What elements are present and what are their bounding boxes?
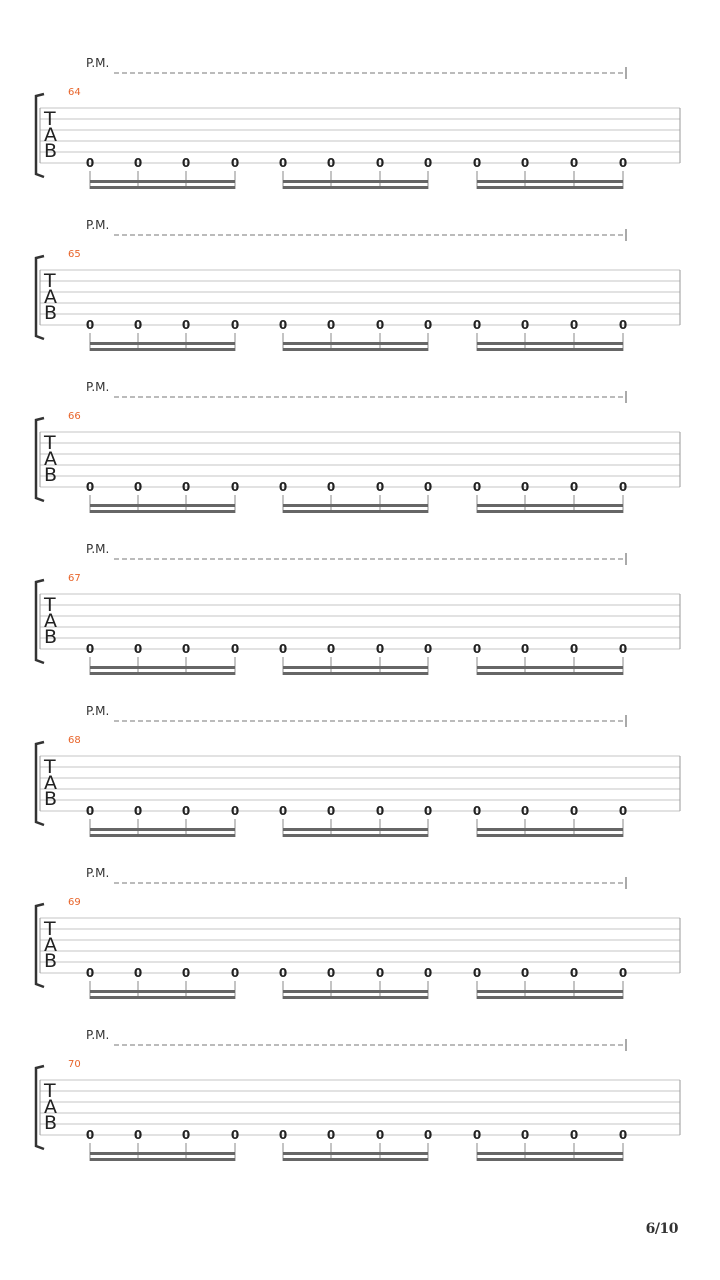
tab-system (36, 866, 680, 999)
tab-clef-letter: T (44, 432, 56, 454)
beam (477, 342, 623, 345)
fret-number: 0 (472, 642, 482, 656)
fret-number: 0 (472, 804, 482, 818)
beam (477, 1152, 623, 1155)
fret-number: 0 (520, 642, 530, 656)
beam (90, 342, 235, 345)
fret-number: 0 (85, 318, 95, 332)
beam (477, 990, 623, 993)
fret-number: 0 (181, 318, 191, 332)
tab-clef-letter: A (44, 610, 57, 632)
fret-number: 0 (375, 804, 385, 818)
tab-clef-letter: B (44, 950, 58, 972)
beam (477, 1158, 623, 1161)
beam (477, 510, 623, 513)
tab-clef-letter: B (44, 1112, 58, 1134)
fret-number: 0 (181, 1128, 191, 1142)
palm-mute-label: P.M. (86, 704, 110, 718)
tab-clef-letter: B (44, 464, 58, 486)
fret-number: 0 (569, 318, 579, 332)
beam (477, 828, 623, 831)
fret-number: 0 (326, 642, 336, 656)
fret-number: 0 (326, 966, 336, 980)
fret-number: 0 (618, 966, 628, 980)
beam (283, 672, 428, 675)
beam (477, 672, 623, 675)
fret-number: 0 (133, 156, 143, 170)
fret-number: 0 (618, 156, 628, 170)
measure-number: 65 (68, 249, 81, 260)
fret-number: 0 (618, 480, 628, 494)
fret-number: 0 (569, 804, 579, 818)
fret-number: 0 (278, 642, 288, 656)
measure-number: 69 (68, 897, 81, 908)
beam (90, 510, 235, 513)
fret-number: 0 (181, 804, 191, 818)
fret-number: 0 (278, 480, 288, 494)
fret-number: 0 (423, 804, 433, 818)
tab-clef-letter: T (44, 756, 56, 778)
tab-clef-letter: T (44, 594, 56, 616)
tab-clef-letter: A (44, 772, 57, 794)
palm-mute-label: P.M. (86, 542, 110, 556)
fret-number: 0 (520, 156, 530, 170)
tab-system (36, 704, 680, 837)
fret-number: 0 (472, 966, 482, 980)
tab-clef-letter: A (44, 448, 57, 470)
fret-number: 0 (423, 480, 433, 494)
fret-number: 0 (326, 804, 336, 818)
fret-number: 0 (230, 642, 240, 656)
fret-number: 0 (375, 642, 385, 656)
beam (283, 342, 428, 345)
beam (283, 990, 428, 993)
fret-number: 0 (375, 318, 385, 332)
beam (90, 666, 235, 669)
tab-clef-letter: B (44, 140, 58, 162)
beam (90, 828, 235, 831)
fret-number: 0 (472, 318, 482, 332)
fret-number: 0 (133, 318, 143, 332)
beam (477, 186, 623, 189)
palm-mute-label: P.M. (86, 866, 110, 880)
beam (90, 834, 235, 837)
beam (283, 1158, 428, 1161)
tab-clef-letter: T (44, 918, 56, 940)
fret-number: 0 (423, 642, 433, 656)
fret-number: 0 (278, 318, 288, 332)
fret-number: 0 (520, 966, 530, 980)
fret-number: 0 (278, 966, 288, 980)
fret-number: 0 (569, 966, 579, 980)
beam (477, 996, 623, 999)
fret-number: 0 (423, 156, 433, 170)
fret-number: 0 (326, 156, 336, 170)
fret-number: 0 (181, 156, 191, 170)
beam (283, 1152, 428, 1155)
fret-number: 0 (569, 480, 579, 494)
beam (90, 672, 235, 675)
fret-number: 0 (230, 804, 240, 818)
tab-clef-letter: A (44, 1096, 57, 1118)
fret-number: 0 (520, 804, 530, 818)
tab-clef-letter: T (44, 270, 56, 292)
measure-number: 70 (68, 1059, 81, 1070)
beam (90, 186, 235, 189)
fret-number: 0 (375, 480, 385, 494)
beam (477, 666, 623, 669)
fret-number: 0 (472, 1128, 482, 1142)
beam (90, 348, 235, 351)
tab-system (36, 56, 680, 189)
fret-number: 0 (133, 480, 143, 494)
fret-number: 0 (569, 642, 579, 656)
fret-number: 0 (230, 480, 240, 494)
palm-mute-label: P.M. (86, 218, 110, 232)
fret-number: 0 (278, 156, 288, 170)
tab-system (36, 1028, 680, 1161)
tab-system (36, 542, 680, 675)
tab-system (36, 218, 680, 351)
beam (90, 996, 235, 999)
tab-clef-letter: A (44, 934, 57, 956)
tab-clef-letter: B (44, 788, 58, 810)
fret-number: 0 (230, 966, 240, 980)
beam (283, 186, 428, 189)
tab-clef-letter: A (44, 124, 57, 146)
fret-number: 0 (472, 480, 482, 494)
beam (477, 834, 623, 837)
beam (283, 996, 428, 999)
fret-number: 0 (181, 642, 191, 656)
tab-system (36, 380, 680, 513)
beam (477, 504, 623, 507)
fret-number: 0 (423, 1128, 433, 1142)
fret-number: 0 (85, 804, 95, 818)
fret-number: 0 (230, 318, 240, 332)
fret-number: 0 (520, 318, 530, 332)
fret-number: 0 (85, 1128, 95, 1142)
fret-number: 0 (85, 966, 95, 980)
fret-number: 0 (423, 318, 433, 332)
fret-number: 0 (230, 1128, 240, 1142)
fret-number: 0 (326, 318, 336, 332)
measure-number: 66 (68, 411, 81, 422)
fret-number: 0 (133, 642, 143, 656)
fret-number: 0 (618, 804, 628, 818)
measure-number: 64 (68, 87, 81, 98)
measure-number: 67 (68, 573, 81, 584)
beam (283, 180, 428, 183)
fret-number: 0 (278, 804, 288, 818)
palm-mute-label: P.M. (86, 56, 110, 70)
fret-number: 0 (520, 1128, 530, 1142)
page-number: 6/10 (645, 1221, 678, 1237)
beam (283, 666, 428, 669)
palm-mute-label: P.M. (86, 1028, 110, 1042)
tab-clef-letter: A (44, 286, 57, 308)
fret-number: 0 (278, 1128, 288, 1142)
fret-number: 0 (618, 318, 628, 332)
beam (90, 990, 235, 993)
fret-number: 0 (133, 804, 143, 818)
fret-number: 0 (375, 156, 385, 170)
beam (283, 504, 428, 507)
beam (283, 828, 428, 831)
fret-number: 0 (618, 642, 628, 656)
fret-number: 0 (375, 1128, 385, 1142)
fret-number: 0 (569, 1128, 579, 1142)
beam (90, 504, 235, 507)
fret-number: 0 (569, 156, 579, 170)
tab-clef-letter: B (44, 626, 58, 648)
tab-clef-letter: T (44, 1080, 56, 1102)
beam (90, 1158, 235, 1161)
fret-number: 0 (423, 966, 433, 980)
fret-number: 0 (133, 1128, 143, 1142)
beam (90, 180, 235, 183)
measure-number: 68 (68, 735, 81, 746)
fret-number: 0 (181, 966, 191, 980)
beam (477, 180, 623, 183)
beam (283, 510, 428, 513)
beam (90, 1152, 235, 1155)
fret-number: 0 (375, 966, 385, 980)
beam (283, 348, 428, 351)
fret-number: 0 (133, 966, 143, 980)
fret-number: 0 (326, 480, 336, 494)
fret-number: 0 (181, 480, 191, 494)
palm-mute-label: P.M. (86, 380, 110, 394)
fret-number: 0 (520, 480, 530, 494)
beam (477, 348, 623, 351)
tab-clef-letter: T (44, 108, 56, 130)
beam (283, 834, 428, 837)
fret-number: 0 (618, 1128, 628, 1142)
fret-number: 0 (85, 642, 95, 656)
fret-number: 0 (85, 156, 95, 170)
fret-number: 0 (85, 480, 95, 494)
fret-number: 0 (326, 1128, 336, 1142)
tab-clef-letter: B (44, 302, 58, 324)
fret-number: 0 (472, 156, 482, 170)
fret-number: 0 (230, 156, 240, 170)
